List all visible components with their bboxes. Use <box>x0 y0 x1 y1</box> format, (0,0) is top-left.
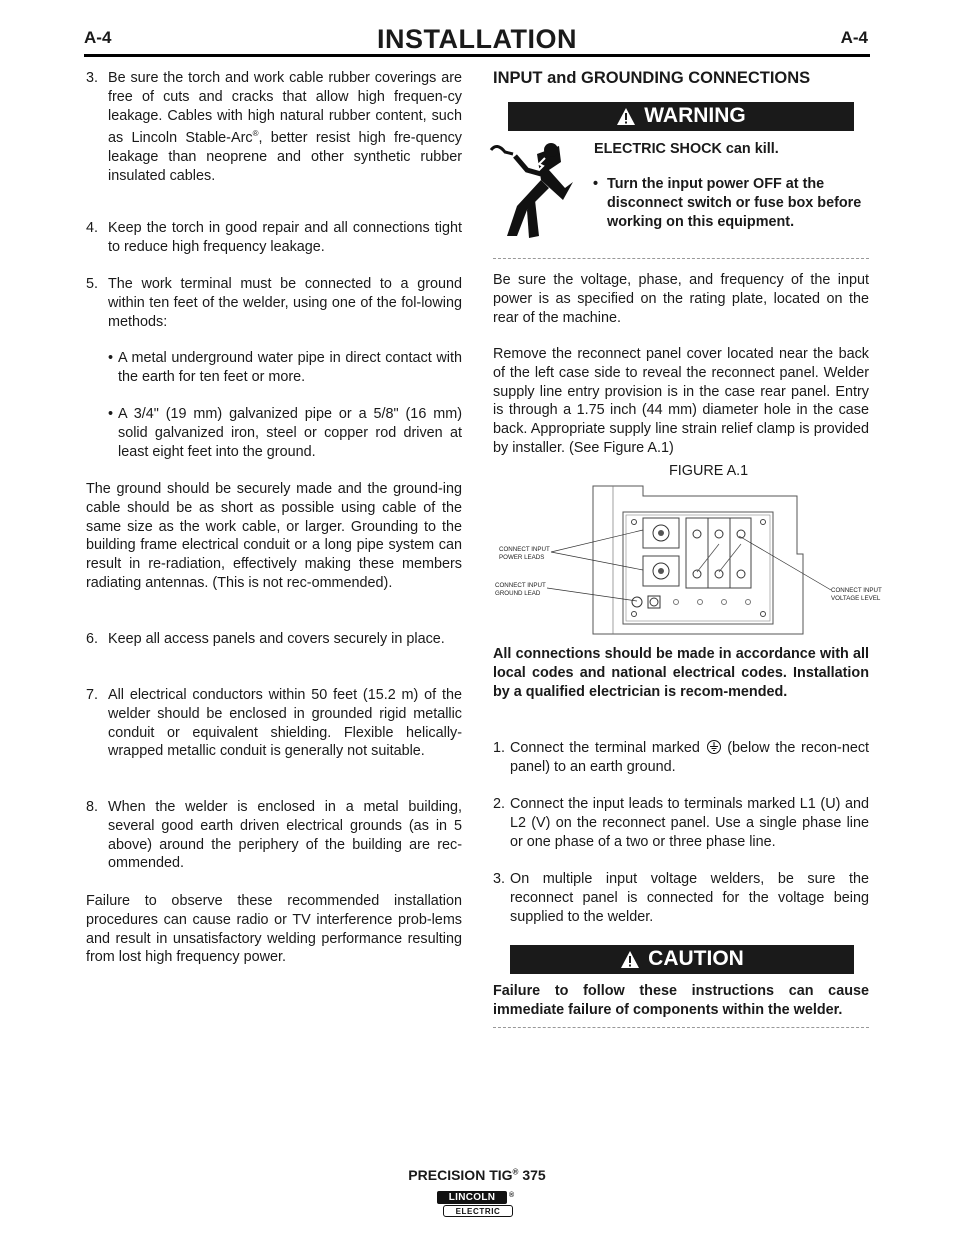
warning-triangle-icon <box>616 107 636 126</box>
figure-label-power-leads: CONNECT INPUT POWER LEADS <box>499 546 550 561</box>
warning-banner <box>508 102 854 131</box>
caution-divider <box>493 1027 869 1028</box>
list-text: Be sure the torch and work cable rubber coverings are free of cuts and cracks that allow high frequen-cy leakage. Cables with high natural rubber content, such as Lincoln Stable-Arc®, better resist high fre-quency leakage than neoprene and other synthetic rubber insulated cables. <box>108 70 462 184</box>
figure-label-ground-lead: CONNECT INPUT GROUND LEAD <box>495 582 546 597</box>
bullet-text: A 3/4" (19 mm) galvanized pipe or a 5/8" (16 mm) solid galvanized iron, steel or copper rod driven at least eight feet into the ground. <box>118 406 462 460</box>
list-number: 3. <box>86 70 99 86</box>
warning-heading: ELECTRIC SHOCK can kill. <box>594 141 779 157</box>
warning-label: WARNING <box>644 104 746 128</box>
step-number: 1. <box>493 740 506 756</box>
step-text: Connect the input leads to terminals marked L1 (U) and L2 (V) on the reconnect panel. Use a single phase line or one phase of a two or three phase line. <box>510 796 869 850</box>
page-title: INSTALLATION <box>377 24 577 54</box>
registered-mark: ® <box>512 1167 519 1177</box>
footer-product-name: PRECISION TIG® 375 <box>408 1167 546 1183</box>
list-text: When the welder is enclosed in a metal building, several good earth driven electrical grounds (as in 5 above) around the periphery of the building are rec-ommended. <box>108 799 462 872</box>
list-number: 7. <box>86 687 99 703</box>
step-text: Connect the terminal marked (below the recon-nect panel) to an earth ground. <box>510 740 870 775</box>
list-text: Keep all access panels and covers securely in place. <box>108 631 445 647</box>
step-number: 2. <box>493 796 506 812</box>
figure-label-voltage-level: CONNECT INPUT VOLTAGE LEVEL <box>831 587 882 602</box>
list-text: Keep the torch in good repair and all connections tight to reduce high frequency leakage. <box>108 220 462 255</box>
figure-reconnect-panel <box>493 484 883 636</box>
step-text: On multiple input voltage welders, be sure the reconnect panel is connected for the voltage being supplied to the welder. <box>510 871 869 925</box>
logo-bottom: ELECTRIC <box>443 1205 513 1217</box>
header-rule <box>84 54 870 57</box>
voltage-paragraph: Be sure the voltage, phase, and frequency of the input power is as specified on the rating plate, located on the rear of the machine. <box>493 272 869 326</box>
list-text: The work terminal must be connected to a ground within ten feet of the welder, using one of the fol-lowing methods: <box>108 276 462 330</box>
warning-divider <box>493 258 869 259</box>
bullet-dot: • <box>108 406 114 422</box>
failure-paragraph: Failure to observe these recommended installation procedures can cause radio or TV interference prob-lems and result in unsatisfactory welding performance resulting from lost high frequency power. <box>86 893 462 966</box>
figure-caption: FIGURE A.1 <box>669 463 749 479</box>
codes-paragraph: All connections should be made in accordance with all local codes and national electrical codes. Installation by a qualified electrician is recom-mended. <box>493 646 869 700</box>
list-number: 6. <box>86 631 99 647</box>
bullet-dot: • <box>108 350 114 366</box>
electric-shock-icon <box>487 140 583 248</box>
reconnect-paragraph: Remove the reconnect panel cover located near the back of the left case side to reveal the reconnect panel. Welder supply line entry provision is in the case rear panel. Entry is through a 1.75 inch (44 mm) diameter hole in the case back. Appropriate supply line strain relief clamp is provided by installer. (See Figure A.1) <box>493 346 869 456</box>
step-number: 3. <box>493 871 506 887</box>
section-title: INPUT and GROUNDING CONNECTIONS <box>493 69 811 87</box>
caution-label: CAUTION <box>648 947 744 971</box>
warning-triangle-icon <box>620 950 640 969</box>
bullet-dot: • <box>593 176 599 192</box>
grounding-paragraph: The ground should be securely made and the ground-ing cable should be as short as possible using cable of the same size as the work cable, or larger. Grounding to the building frame electrical conduit or a long pipe system can result in re-radiation, effectively making these members radiating antennas. (This is not rec-ommended). <box>86 481 462 591</box>
caution-text: Failure to follow these instructions can cause immediate failure of components within the welder. <box>493 983 869 1018</box>
bullet-text: A metal underground water pipe in direct contact with the earth for ten feet or more. <box>118 350 462 385</box>
lincoln-electric-logo <box>437 1191 515 1220</box>
list-number: 4. <box>86 220 99 236</box>
logo-top: LINCOLN <box>437 1191 507 1204</box>
bullet-text: Turn the input power OFF at the disconnect switch or fuse box before working on this equipment. <box>607 176 862 230</box>
ground-symbol-icon <box>706 740 722 754</box>
list-number: 8. <box>86 799 99 815</box>
list-text: All electrical conductors within 50 feet (15.2 m) of the welder should be enclosed in grounded rigid metallic conduit or equivalent shielding. Flexible helically-wrapped metallic conduit is generally not suitable. <box>108 687 462 760</box>
registered-mark: ® <box>252 129 259 139</box>
list-number: 5. <box>86 276 99 292</box>
logo-registered-mark: ® <box>509 1192 515 1199</box>
list-item-3 <box>86 69 462 184</box>
page-code-right: A-4 <box>840 28 868 47</box>
caution-banner <box>510 945 854 974</box>
page-code-left: A-4 <box>84 28 112 47</box>
